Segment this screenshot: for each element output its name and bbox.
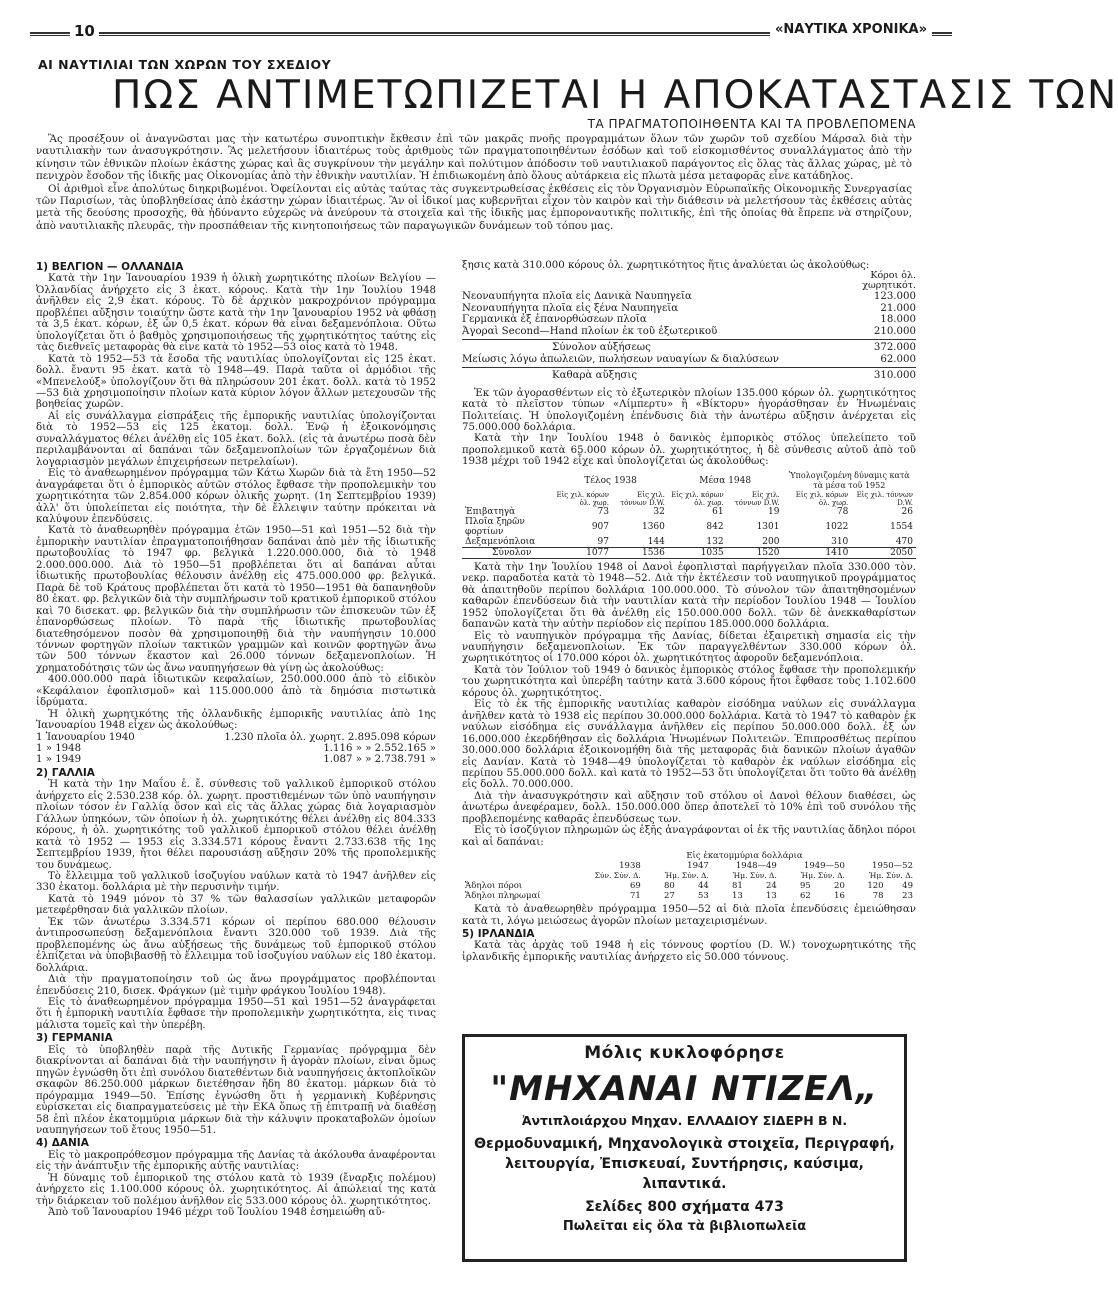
table-group-header: Μέσα 1948 [699, 475, 752, 486]
table-subheader: Εἰς χιλ. τόννων D.W. [856, 490, 913, 507]
intro-paragraph: Οἱ ἀριθμοὶ εἶνε ἀπολύτως διηκριβωμένοι. Ὀφείλονται εἰς αὐτὰς ταύτας τὰς συγκεντρωθείσας ἐκθέσεις εἰς τὸν Ὀργανισμὸν Εὐρωπαϊκῆς Οἰκονομικῆς Συνεργασίας τῶν Παρισίων, τὰς ὑποβληθείσας ἀπὸ ἑκάστην χώραν ἰδιαιτέρως. Ἂν οἱ ἰδικοί μας κυβερνῆται εἶχον τὸν καιρὸν καὶ τὴν διάθεσιν νὰ μελετήσουν τὰς ἐκθέσεις αὐτὰς μετὰ τῆς δεούσης προσοχῆς, θὰ ἠδύναντο εὐχερῶς νὰ ἀνεύρουν τὰ στοιχεῖα καὶ τῆς ἰδικῆς μας ἐμποροναυτικῆς πολιτικῆς, ἐπὶ τῆς ὁποίας θὰ ἔπρεπε νὰ στηρίζουν, ἀπὸ ναυτιλιακῆς πλευρᾶς, τὴν προσπάθειαν τῆς κινητοποιήσεως τῶν παραγωγικῶν δυνάμεων τοῦ τόπου μας. [36, 182, 912, 232]
denmark-paragraph: Κατὰ τὴν 1ην Ἰουλίου 1948 ὁ δανικὸς ἐμπορικὸς στόλος ὑπελείπετο τοῦ προπολεμικοῦ κατὰ 65.000 κόρων ὁλ. χωρητικότητος, ἡ δὲ σύνθεσις αὐτοῦ ἀπὸ τοῦ 1938 μέχρι τοῦ 1942 εἶχε καὶ ὑπολογίζεται ὡς ἀκολούθως: [462, 433, 916, 468]
germany-paragraph: Εἰς τὸ ὑποβληθὲν παρὰ τῆς Δυτικῆς Γερμανίας πρόγραμμα δὲν διακρίνονται αἱ δαπάναι διὰ τὴν ναυπήγησιν ἢ ἀγορὰν πλοίων, εἶναι ὅμως πηγῶν ἐγνώσθη ὅτι ἐπὶ συνόλου διατεθέντων διὰ ναυπηγήσεις ἀκτοπλοϊκῶν σκαφῶν 86.250.000 μάρκων διετέθησαν ἤδη 80 ἑκατομ. μάρκων διὰ τὸ πρόγραμμα 1949—50. Ἐπίσης ἐγνώσθη ὅτι ἡ γερμανικὴ Κυβέρνησις εὑρίσκεται εἰς διαπραγματεύσεις μὲ τὴν ΕΚΑ ὅπως τῇ ἐπιτραπῇ νὰ διαθέσῃ 58 ἐπὶ πλέον ἑκατομμύρια μάρκων διὰ τὴν κάλυψιν προκαταβολῶν ὁμοίων ναυπηγήσεων τοῦ ἔτους 1950—51. [36, 1044, 436, 1136]
table-subheader: Εἰς χιλ. τόννων D.W. [620, 490, 665, 507]
ledger-row: Νεοναυπήγητα πλοῖα εἰς Δανικὰ Ναυπηγεῖα 123.000 [462, 291, 916, 303]
table-row: Ἄδηλοι πόροι 69 80 44 81 24 95 20 120 49 [465, 881, 913, 892]
france-paragraph: Τὸ ἔλλειμμα τοῦ γαλλικοῦ ἰσοζυγίου ναύλων κατὰ τὸ 1947 ἀνῆλθεν εἰς 330 ἑκατομ. δολλάρια μὲ τὴν περυσινὴν τιμήν. [36, 871, 436, 894]
ledger-header: Κόροι ὁλ. χωρητικότ. [862, 270, 916, 292]
ledger-sum-row: Σύνολον αὐξήσεως 372.000 [552, 342, 916, 354]
section-title-belgium: 1) ΒΕΛΓΙΟΝ — ΟΛΛΑΝΔΙΑ [36, 261, 184, 273]
denmark-paragraph: Εἰς τὸ ἐκ τῆς ἐμπορικῆς ναυτιλίας καθαρὸν εἰσόδημα ναύλων εἰς συνάλλαγμα ἀνῆλθεν κατὰ τὸ 1938 εἰς περίπου 30.000.000 δολλάρια. Κατὰ τὸ 1947 τὸ καθαρὸν ἐκ ναύλων εἰσόδημα εἰς συνάλλαγμα ἀνῆλθεν εἰς περίπου 50.000.000 δολλ. ἐξ ὧν 16.000.000 ἐκερδήθησαν εἰς δολλάρια Ἡνωμένων Πολιτειῶν. Ἐπιπροσθέτως περίπου 30.000.000 δολλάρια ἐξοικονομήθη διὰ τῆς μεταφορᾶς διὰ δανικῶν πλοίων ἀγαθῶν εἰς Δανίαν. Κατὰ τὸ 1948—49 ὑπολογίζεται τὸ καθαρὸν ἐκ ναύλων εἰσόδημα εἰς περίπου 55.000.000 δολλ. καὶ κατὰ τὸ 1952—53 ὅτι ὑπολογίζεται ὅτι τοῦτο θὰ ἀνέλθῃ εἰς δολλ. 70.000.000. [462, 699, 916, 791]
table-subheader: Εἰς χιλ. τόννων D.W. [734, 490, 780, 507]
list-item: 1 » 1948 1.116 » » 2.552.165 » [36, 743, 436, 755]
table-subheader: Εἰς χιλ. κόρων ὁλ. χωρ. [556, 490, 609, 507]
table-subheader: Εἰς χιλ. κόρων ὁλ. χωρ. [795, 490, 849, 507]
denmark-paragraph: Ἀπὸ τοῦ Ἰανουαρίου 1946 μέχρι τοῦ Ἰουλίου 1948 ἐσημειώθη αὔ- [48, 1207, 385, 1219]
table-unit: Εἰς ἑκατομμύρια δολλάρια [686, 851, 803, 862]
france-paragraph: Εἰς τὸ ἀναθεωρημένον πρόγραμμα 1950—51 καὶ 1951—52 ἀναγράφεται ὅτι ἡ ἐμπορικὴ ναυτιλία ἔφθασε τὴν προπολεμικὴν χωρητικότητα, εἰς τινας μάλιστα τομεῖς καὶ τὴν ὑπερέβη. [36, 997, 436, 1031]
france-paragraph: Ἐκ τῶν ἀνωτέρω 3.334.571 κόρων οἱ περίπου 680.000 θέλουσιν ἀντιπροσωπεύσῃ δεξαμενόπλοια ἔναντι 320.000 τοῦ 1939. Διὰ τῆς προβλεπομένης ὡς ἄνω αὐξήσεως τῆς δυνάμεως τοῦ ἐμπορικοῦ στόλου ἐλπίζεται νὰ ὑποβιβασθῇ τὸ ἔλλειμμα τοῦ ἰσοζυγίου ναύλων εἰς 180 ἑκατομ. δολλάρια. [36, 916, 436, 974]
invisible-balance-table: Εἰς ἑκατομμύρια δολλάρια 1938 1947 1948—49 1949—50 1950—52 Σύν. Σύν. Δ. Ἡμ. Σύν. Δ. Ἡμ. Σύν. Δ. Ἡμ. Σύν. Δ. Ἡμ. Σύν. Δ. Ἄδηλοι πόροι 69 80 44 81 24 95 20 120 49 Ἄδηλοι πληρωμαί 71 27 53 13 13 62 16 78 23 [462, 851, 916, 901]
page-number: 10 [70, 22, 99, 40]
belgium-paragraph: Κατὰ τὸ ἀναθεωρηθὲν πρόγραμμα ἐτῶν 1950—51 καὶ 1951—52 διὰ τὴν ἐμπορικὴν ναυτιλίαν ἐπραγματοποιήθησαν δαπάναι ἀπὸ μὲν τῆς ἰδιωτικῆς πρωτοβουλίας τὸ 1947 φρ. βελγικὰ 1.220.000.000, διὰ τὸ 1948 2.000.000.000. Διὰ τὸ 1950—51 προβλέπεται ὅτι αἱ δαπάναι αὗται ἰδιωτικῆς πρωτοβουλίας θέλουσιν ἀνέλθῃ εἰς 475.000.000 φρ. βελγικά. Παρὰ δὲ τοῦ Κράτους προβλέπεται ὅτι κατὰ τὸ 1950—1951 θὰ δαπανηθοῦν 80 ἑκατ. φρ. βελγικῶν διὰ τὴν συμπλήρωσιν τοῦ κρατικοῦ ἐμπορικοῦ στόλου καὶ 70 δισεκατ. φρ. βελγικῶν διὰ τὴν συμπλήρωσιν τῶν ἐπισκευῶν τῶν ἐξ ἐπανορθώσεως πλοίων. Τὸ παρὰ τῆς ἰδιωτικῆς πρωτοβουλίας διατεθησόμενον ποσὸν θὰ χρησιμοποιηθῇ διὰ τὴν ναυπήγησιν 10.000 τόννων φορτηγῶν πλοίων τακτικῶν γραμμῶν καὶ κοινῶν φορτηγῶν ἄνω τῶν 500 τόννων ἕκαστον καὶ 26.000 τόννων δεξαμενοπλοίων. Ἡ χρηματοδότησις τῶν ὡς ἄνω ναυπηγήσεων θὰ γίνῃ ὡς ἀκολούθως: [36, 525, 436, 674]
belgium-paragraph: Ἡ ὁλικὴ χωρητικότης τῆς ὀλλανδικῆς ἐμπορικῆς ναυτιλίας ἀπὸ 1ης Ἰανουαρίου 1948 εἶχεν ὡς ἀκολούθως: [36, 708, 436, 732]
france-paragraph: Ἡ κατὰ τὴν 1ην Μαΐου ἐ. ἔ. σύνθεσις τοῦ γαλλικοῦ ἐμπορικοῦ στόλου ἀνήρχετο εἰς 2.530.238 κόρ. ὁλ. χωρητ. προστιθεμένων τῶν ὑπὸ ναυπήγησιν πλοίων τόσον ἐν Γαλλίᾳ ὅσον καὶ εἰς τὰς ἄλλας χώρας διὰ λογαριασμὸν Γάλλων ὑπηκόων, τῶν ὁποίων ἡ ὁλ. χωρητικότης θέλει ἀνέλθῃ εἰς 804.333 κόρους, ἡ ὁλ. χωρητικότης τοῦ γαλλικοῦ ἐμπορικοῦ στόλου θέλει ἀνέλθῃ κατὰ τὸ 1952 — 1953 εἰς 3.334.571 κόρους ἔναντι 2.733.638 τῆς 1ης Σεπτεμβρίου 1939, ἤτοι θέλει παρουσιάσῃ αὔξησιν 20% τῆς προπολεμικῆς του δυνάμεως. [36, 779, 436, 871]
ad-sale: Πωλεῖται εἰς ὅλα τὰ βιβλιοπωλεῖα [562, 1219, 807, 1234]
table-row: Ἐπιβατηγὰ 73 32 61 19 78 26 [465, 506, 913, 517]
denmark-paragraph: Ἡ δύναμις τοῦ ἐμπορικοῦ της στόλου κατὰ τὸ 1939 (ἔναρξις πολέμου) ἀνήρχετο εἰς 1.100.000 κόρους ὁλ. χωρητικότητος. Αἱ ἀπώλειαί της κατὰ τὴν διάρκειαν τοῦ πολέμου ἀνῆλθον εἰς 533.000 κόρους ὁλ. χωρητικότητος. [36, 1172, 436, 1207]
table-total-row: Σύνολον 1077 1536 1035 1520 1410 2050 [462, 547, 916, 558]
denmark-paragraph: Ἐκ τῶν ἀγορασθέντων εἰς τὸ ἐξωτερικὸν πλοίων 135.000 κόρων ὁλ. χωρητικότητος κατὰ τὸ πλεῖστον τύπων «Λίμπερτυ» ἢ «Βίκτορυ» ἠγοράσθησαν ἐν Ἡνωμέναις Πολιτείαις. Ἡ ὑπολογιζομένη ἐπένδυσις διὰ τὴν ἀνωτέρω αὔξησιν ἀνέρχεται εἰς 75.000.000 δολλάρια. [462, 387, 916, 433]
denmark-paragraph: Κατὰ τὸν Ἰούλιον τοῦ 1949 ὁ δανικὸς ἐμπορικὸς στόλος ἔφθασε τὴν προπολεμικήν του χωρητικότητα καὶ ὑπερέβη ταύτην κατὰ 3.600 κόρους ἤτοι ἔφθασε τοὺς 1.102.600 κόρους ὁλ. χωρητικότητος. [462, 664, 916, 699]
ledger-row: Νεοναυπήγητα πλοῖα εἰς ξένα Ναυπηγεῖα 21.000 [462, 302, 916, 314]
section-title-germany: 3) ΓΕΡΜΑΝΙΑ [36, 1032, 113, 1045]
denmark-paragraph: Κατὰ τὴν 1ην Ἰουλίου 1948 οἱ Δανοὶ ἐφοπλισταὶ παρήγγειλαν πλοῖα 330.000 τὸν. νεκρ. παραδοτέα κατὰ τὸ 1948—52. Διὰ τὴν ἐκτέλεσιν τοῦ ναυπηγικοῦ προγράμματος θὰ ἀπαιτηθοῦν περίπου δολλάρια 100.000.000. Τὸ σύνολον τῶν ἀπαιτηθησομένων καθαρῶν ἐπενδύσεων διὰ τὴν ναυτιλίαν κατὰ τὴν περίοδον Ἰουλίου 1948 — Ἰουλίου 1952 ὑπολογίζεται ὅτι θὰ ἀνέλθῃ εἰς 150.000.000 δολλ. τῶν δὲ ἀνεκκαθαρίστων δαπανῶν κατὰ τὴν αὐτὴν περίοδον εἰς περίπου 185.000.000 δολλάρια. [462, 561, 916, 631]
page-header [30, 22, 952, 40]
dutch-tonnage-list [36, 732, 436, 766]
list-item: 1 Ἰανουαρίου 1940 1.230 πλοῖα ὁλ. χωρητ. 2.895.098 κόρων [36, 731, 436, 743]
denmark-paragraph: Εἰς τὸ ἰσοζύγιον πληρωμῶν ὡς ἐξῆς ἀναγράφονται οἱ ἐκ τῆς ναυτιλίας ἄδηλοι πόροι καὶ αἱ δαπάναι: [462, 825, 916, 848]
ledger-rule [462, 339, 916, 340]
table-row: Δεξαμενόπλοια 97 144 132 200 310 470 [465, 536, 913, 547]
ad-author: Ἀντιπλοιάρχου Μηχαν. ΕΛΛΑΔΙΟΥ ΣΙΔΕΡΗ Β Ν. [521, 1113, 848, 1128]
article-intro [36, 133, 912, 232]
list-item: 1 » 1949 1.087 » » 2.738.791 » [36, 754, 436, 766]
magazine-title: «ΝΑΥΤΙΚΑ ΧΡΟΝΙΚΑ» [770, 22, 932, 37]
belgium-paragraph: Εἰς τὸ ἀναθεωρημένον πρόγραμμα τῶν Κάτω Χωρῶν διὰ τὰ ἔτη 1950—52 ἀναγράφεται ὅτι ὁ ἐμπορικὸς αὐτῶν στόλος ἔφθασε τὴν προπολεμικὴν του χωρητικότητα τῶν 2.854.000 κόρων ὁλικῆς χωρητ. (1η Σεπτεμβρίου 1939) ἀλλ' ὅτι ὑπολείπεται εἰς ποιότητα, τὴν δὲ ἔλλειψιν ταύτην πρόκειται νὰ καλύψουν ἐπενδύσεις. [36, 468, 436, 525]
denmark-paragraph: Εἰς τὸ ναυπηγικὸν πρόγραμμα τῆς Δανίας, δίδεται ἐξαιρετικὴ σημασία εἰς τὴν ναυπήγησιν δεξαμενοπλοίων. Ἐκ τῶν παραγγελθέντων 330.000 κόρων ὁλ. χωρητικότητος οἱ 170.000 κόροι ὁλ. χωρητικότητος ἀφοροῦν δεξαμενόπλοια. [462, 630, 916, 665]
ledger-net-row: Καθαρὰ αὔξησις 310.000 [552, 370, 916, 382]
article-kicker: ΑΙ ΝΑΥΤΙΛΙΑΙ ΤΩΝ ΧΩΡΩΝ ΤΟΥ ΣΧΕΔΙΟΥ [38, 57, 332, 72]
ledger-minus-row: Μείωσις λόγω ἀπωλειῶν, πωλήσεων ναυαγίων & διαλύσεων 62.000 [462, 353, 916, 365]
danish-fleet-table [462, 471, 916, 559]
table-row: Πλοῖα ξηρῶν φορτίων 907 1360 842 1301 1022 1554 [465, 516, 913, 537]
denmark-paragraph: Διὰ τὴν ἀνασυγκρότησιν καὶ αὔξησιν τοῦ στόλου οἱ Δανοὶ θέλουν διαθέσει, ὡς ἀνωτέρω ἀνεφέραμεν, δολλ. 150.000.000 ὅπερ ἀποτελεῖ τὸ 10% ἐπὶ τοῦ συνόλου τῆς προβλεπομένης καθαρᾶς ἐπενδύσεως των. [462, 790, 916, 825]
right-column [462, 260, 916, 963]
intro-paragraph: Ἂς προσέξουν οἱ ἀναγνῶσται μας τὴν κατωτέρω συνοπτικὴν ἔκθεσιν ἐπὶ τῶν μακρᾶς πνοῆς προγραμμάτων ὅλων τῶν χωρῶν τοῦ σχεδίου Μάρσαλ διὰ τὴν ναυτιλιακὴν των ἀνασυγκρότησιν. Ἂς μελετήσουν ἰδιαιτέρως τοὺς ἀριθμοὺς τῶν πραγματοποιηθέντων ἐσόδων καὶ τοῦ εἰσκομισθέντος συναλλάγματος ἀπὸ τὴν κίνησιν τῶν ἐθνικῶν πλοίων ἑκάστης χώρας καὶ ἂς συγκρίνουν τὴν μεγάλην καὶ πολύτιμον ἀπόδοσιν τοῦ ναυτιλιακοῦ παράγοντος εἰς ὅλας τὰς ἄλλας χώρας, μὲ τὸ πενιχρὸν ἔσοδον τῆς ἰδικῆς μας Οἰκονομίας ἀπὸ τὴν ἐθνικὴν ναυτιλίαν. Ἡ ἐπιδιωκομένη ἀπὸ ὅλους αὐτάρκεια εἰς πλωτὰ μέσα μεταφορᾶς εἶνε κατάδηλος. [36, 133, 912, 183]
france-paragraph: Κατὰ τὸ 1949 μόνον τὸ 37 % τῶν θαλασσίων γαλλικῶν μεταφορῶν μετεφέρθησαν διὰ γαλλικῶν πλοίων. [36, 893, 436, 917]
ledger-row: Γερμανικὰ ἐξ ἐπανορθώσεων πλοῖα 18.000 [462, 314, 916, 326]
book-advertisement [462, 1034, 907, 1262]
ledger-rule [462, 367, 916, 368]
belgium-paragraph: 400.000.000 παρὰ ἰδιωτικῶν κεφαλαίων, 250.000.000 ἀπὸ τὸ εἰδικὸν «Κεφάλαιον ἐφοπλισμοῦ» καὶ 115.000.000 ἀπὸ τὰ δημόσια πιστωτικὰ ἱδρύματα. [36, 674, 436, 709]
left-column [36, 260, 436, 1219]
ledger-row: Ἀγοραὶ Second—Hand πλοίων ἐκ τοῦ ἐξωτερικοῦ 210.000 [462, 325, 916, 337]
section-title-france: 2) ΓΑΛΛΙΑ [36, 766, 95, 779]
belgium-paragraph: Κατὰ τὴν 1ην Ἰανουαρίου 1939 ἡ ὁλικὴ χωρητικότης πλοίων Βελγίου — Ὀλλανδίας ἀνήρχετο εἰς 3 ἑκατ. κόρους. Κατὰ τὴν 1ην Ἰουλίου 1948 ἀνῆλθεν εἰς 2,9 ἑκατ. κόρους. Τὸ δὲ ἀρχικὸν μακροχρόνιον πρόγραμμα προβλέπει αὔξησιν τοιαύτην ὥστε κατὰ τὴν 1ην Ἰανουαρίου 1952 νὰ φθάσῃ τὰ 3,5 ἑκατ. κόρων, ἐξ ὧν 0,5 ἑκατ. κόρων θὰ εἶναι δεξαμενόπλοια. Οὕτω ὑπολογίζεται ὅτι ὁ βαθμὸς χρησιμοποιήσεως τῆς χωρητικότητος ταύτης εἰς τὰς διεθνεῖς μεταφορὰς θὰ εἶνε κατὰ τὸ 1952—53 οἷος κατὰ τὸ 1948. [36, 273, 436, 354]
section-title-denmark: 4) ΔΑΝΙΑ [36, 1137, 89, 1150]
ad-book-title: "ΜΗΧΑΝΑΙ ΝΤΙΖΕΛ„ [490, 1069, 879, 1109]
table-group-header: Τέλος 1938 [584, 475, 637, 486]
section-title-ireland: 5) ΙΡΛΑΝΔΙΑ [462, 928, 535, 941]
ad-topics: Θερμοδυναμική, Μηχανολογικὰ στοιχεῖα, Περιγραφή, λειτουργία, Ἐπισκευαί, Συντήρησις, καύσιμα, λιπαντικά. [474, 1136, 895, 1192]
ad-announcement: Μόλις κυκλοφόρησε [584, 1043, 785, 1063]
ad-pages: Σελίδες 800 σχήματα 473 [585, 1199, 784, 1215]
denmark-continued: ξησις κατὰ 310.000 κόρους ὁλ. χωρητικότητος ἥτις ἀναλύεται ὡς ἀκολούθως: [462, 260, 870, 271]
denmark-paragraph: Κατὰ τὸ ἀναθεωρηθὲν πρόγραμμα 1950—52 αἱ διὰ πλοῖα ἐπενδύσεις ἐμειώθησαν κατὰ τι, λόγω μειώσεως ἀγορῶν πλοίων μεταχειρισμένων. [462, 904, 916, 927]
belgium-paragraph: Αἱ εἰς συνάλλαγμα εἰσπράξεις τῆς ἐμπορικῆς ναυτιλίας ὑπολογίζονται διὰ τὸ 1952—53 εἰς 125 ἑκατομ. δολλ. Ἐνῷ ἡ ἐξοικονόμησις συναλλάγματος θέλει ἀνέλθῃ εἰς 105 ἑκατ. δολλ. (εἰς τὰ ἀνωτέρω ποσὰ δὲν περιλαμβάνονται αἱ δαπάναι τῶν δεξαμενοπλοίων τῶν ἐργαζομένων διὰ λογαριασμὸν μεγάλων ἐπιχειρήσεων πετρελαίων). [36, 410, 436, 468]
denmark-paragraph: Εἰς τὸ μακροπρόθεσμον πρόγραμμα τῆς Δανίας τὰ ἀκόλουθα ἀναφέρονται εἰς τὴν ἀνάπτυξιν τῆς ἐμπορικῆς αὐτῆς ναυτιλίας: [36, 1149, 436, 1173]
article-subhead: ΤΑ ΠΡΑΓΜΑΤΟΠΟΙΗΘΕΝΤΑ ΚΑΙ ΤΑ ΠΡΟΒΛΕΠΟΜΕΝΑ [587, 117, 916, 131]
table-group-header: Ὑπολογιζομένη δύναμις κατὰ τὰ μέσα τοῦ 1952 [788, 470, 910, 490]
ireland-paragraph: Κατὰ τὰς ἀρχὰς τοῦ 1948 ἡ εἰς τόννους φορτίου (D. W.) τονοχωρητικότης τῆς ἰρλανδικῆς ἐμπορικῆς ναυτιλίας ἀνήρχετο εἰς 50.000 τόννους. [462, 940, 916, 963]
france-paragraph: Διὰ τὴν πραγματοποίησιν τοῦ ὡς ἄνω προγράμματος προβλέπονται ἐπενδύσεις 210, δισεκ. Φράγκων (μὲ τιμὴν φράγκου Ἰουλίου 1948). [36, 974, 436, 997]
table-subheader: Εἰς χιλ. κόρων ὁλ. χωρ. [671, 490, 724, 507]
ledger [462, 291, 916, 381]
belgium-paragraph: Κατὰ τὸ 1952—53 τὰ ἔσοδα τῆς ναυτιλίας ὑπολογίζονται εἰς 125 ἑκατ. δολλ. ἔναντι 95 ἑκατ. κατὰ τὸ 1948—49. Παρὰ ταῦτα οἱ ἁρμόδιοι τῆς «Μπενελούξ» ὑπολογίζουν ὅτι θὰ πληρώσουν 201 ἑκατ. δολλ. κατὰ τὸ 1952—53 διὰ χρησιμοποίησιν πλοίων κατὰ κύριον λόγον ἄλλων μετεχουσῶν τῆς βοηθείας χωρῶν. [36, 353, 436, 411]
table-row: Ἄδηλοι πληρωμαί 71 27 53 13 13 62 16 78 23 [465, 891, 913, 902]
article-headline: ΠΩΣ ΑΝΤΙΜΕΤΩΠΙΖΕΤΑΙ Η ΑΠΟΚΑΤΑΣΤΑΣΙΣ ΤΩΝ [112, 73, 1118, 118]
